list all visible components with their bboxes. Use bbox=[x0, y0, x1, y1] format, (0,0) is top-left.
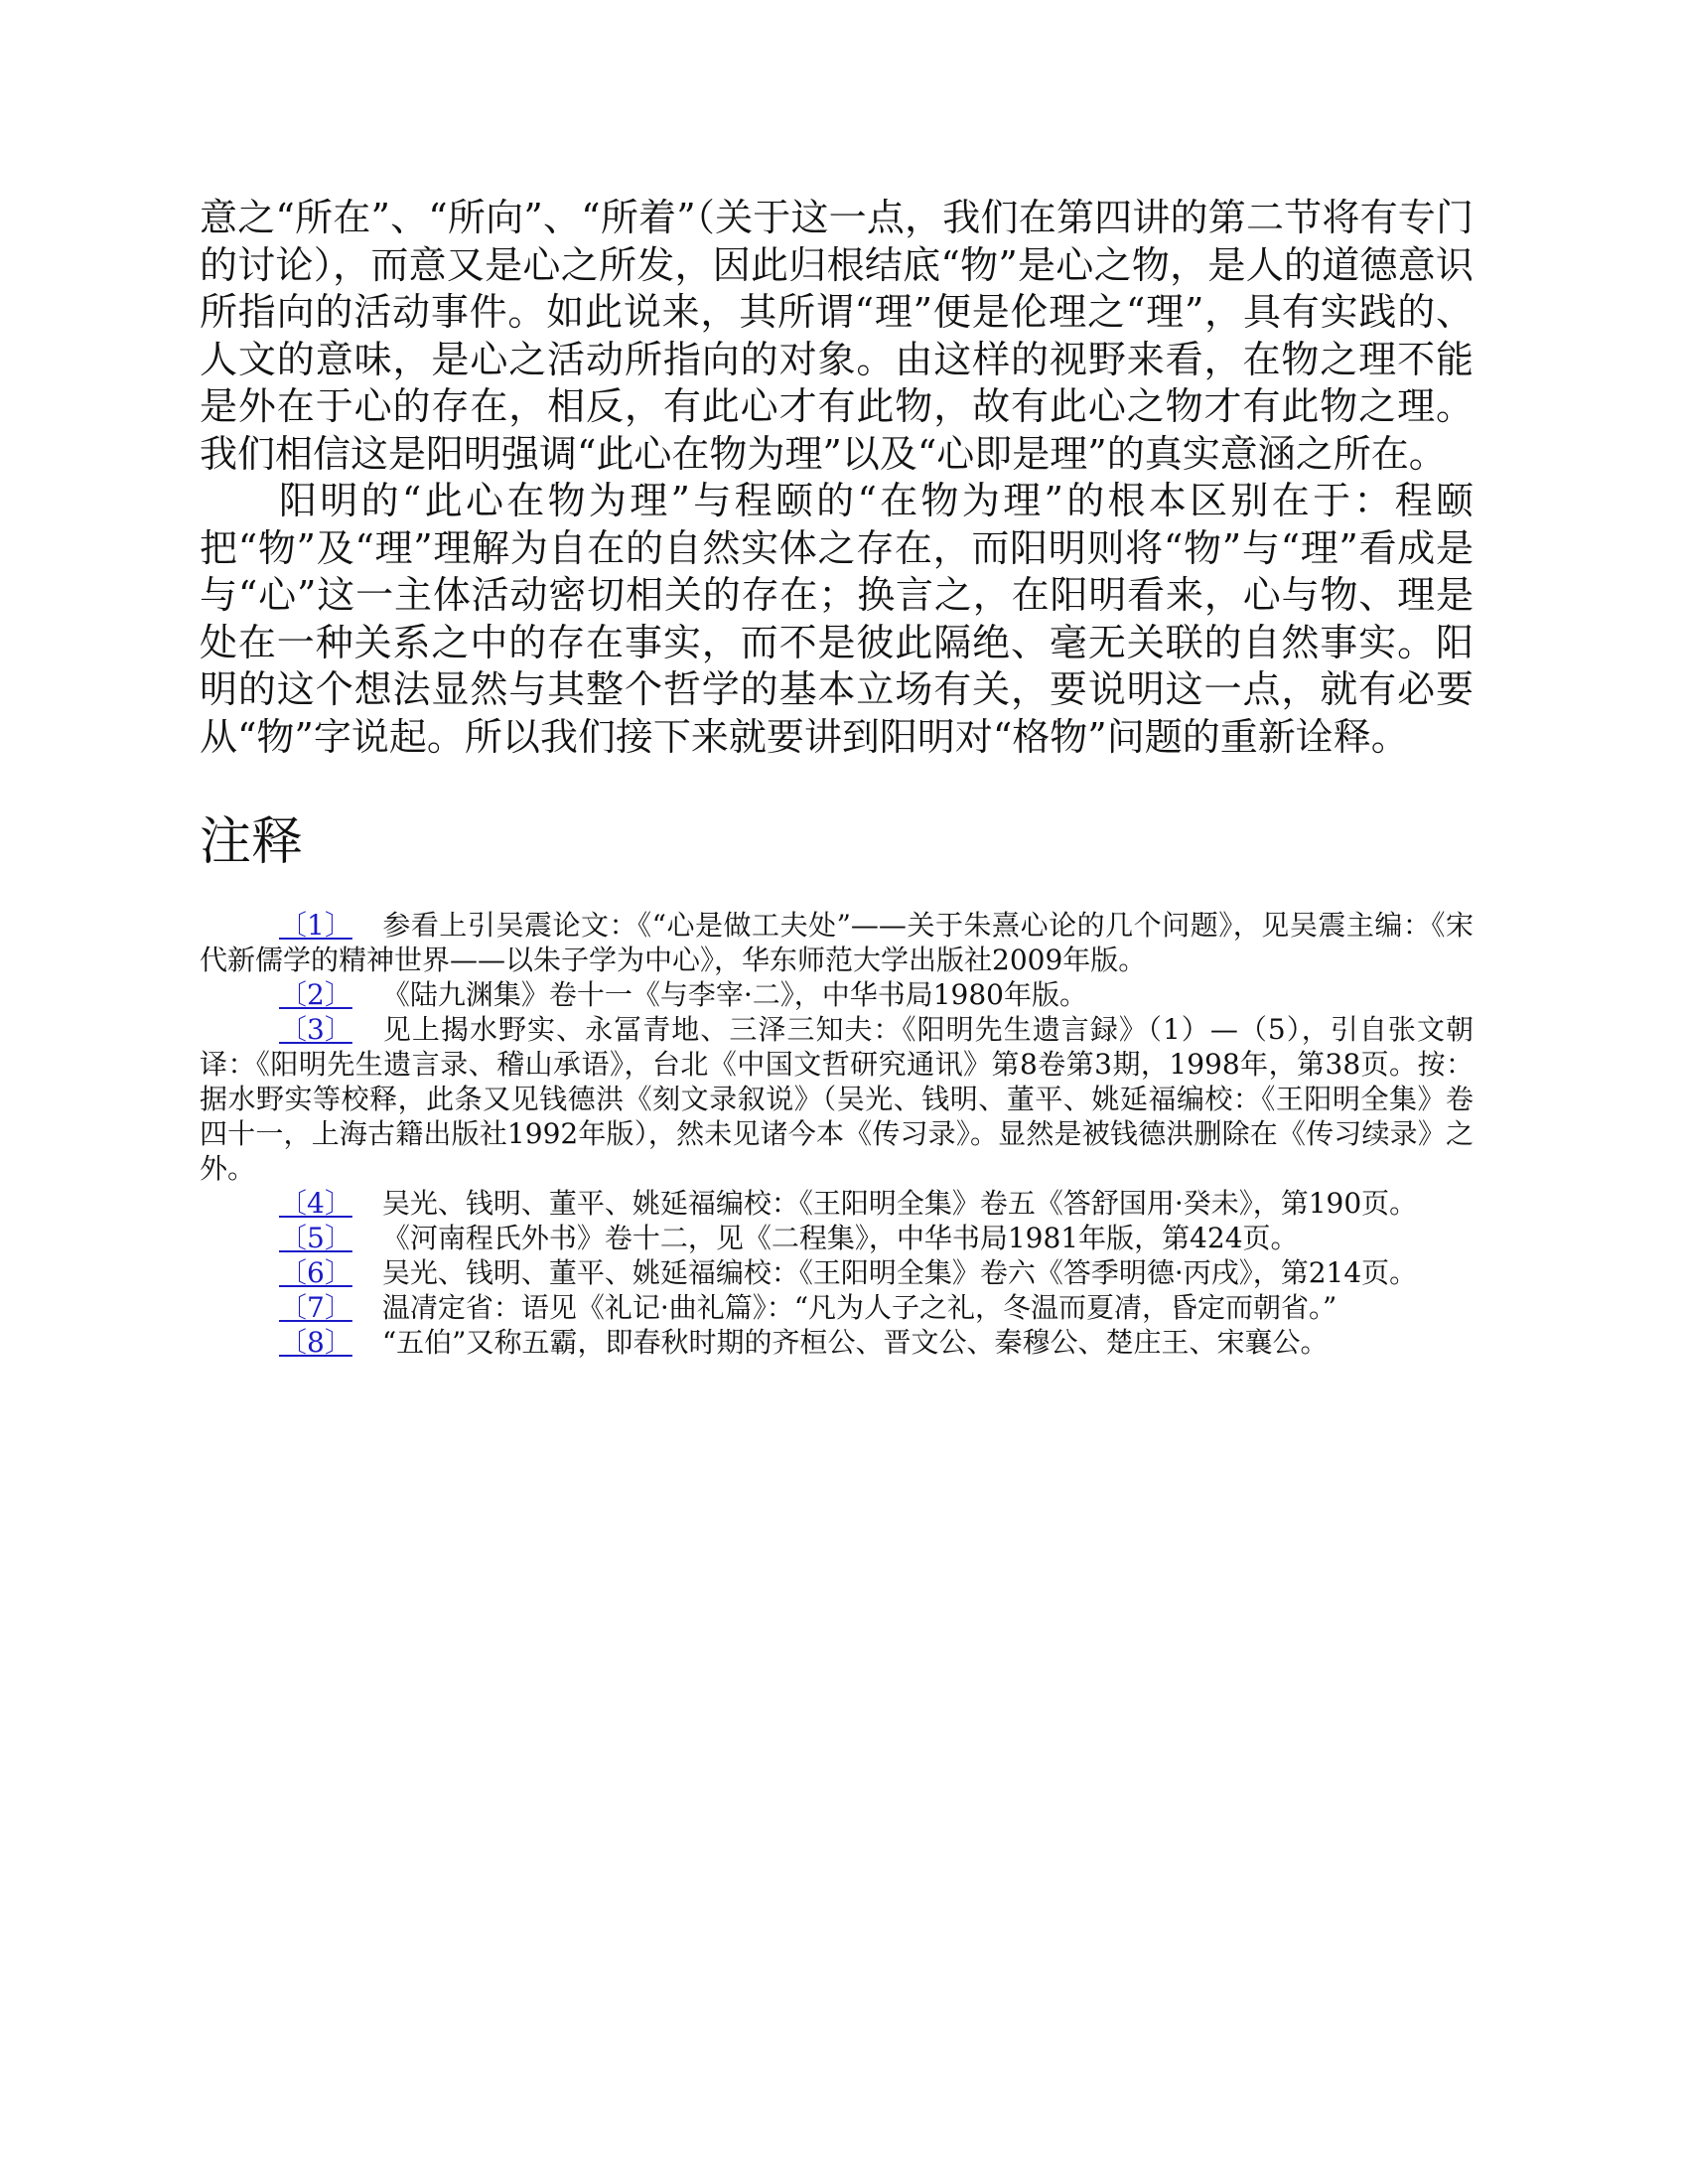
note-text-5: 《河南程氏外书》卷十二，见《二程集》，中华书局1981年版，第424页。 bbox=[381, 1222, 1299, 1254]
note-text-2: 《陆九渊集》卷十一《与李宰·二》，中华书局1980年版。 bbox=[381, 978, 1087, 1011]
notes-list bbox=[200, 908, 1474, 1360]
note-item-7 bbox=[200, 1290, 1474, 1325]
note-ref-link-2[interactable]: 〔2〕 bbox=[279, 978, 352, 1011]
note-ref-link-3[interactable]: 〔3〕 bbox=[279, 1013, 352, 1046]
body-paragraph-2: 阳明的“此心在物为理”与程颐的“在物为理”的根本区别在于：程颐把“物”及“理”理解为自在的自然实体之存在，而阳明则将“物”与“理”看成是与“心”这一主体活动密切相关的存在；换言之，在阳明看来，心与物、理是处在一种关系之中的存在事实，而不是彼此隔绝、毫无关联的自然事实。阳明的这个想法显然与其整个哲学的基本立场有关，要说明这一点，就有必要从“物”字说起。所以我们接下来就要讲到阳明对“格物”问题的重新诠释。 bbox=[200, 479, 1474, 759]
note-text-7: 温凊定省：语见《礼记·曲礼篇》：“凡为人子之礼，冬温而夏凊，昏定而朝省。” bbox=[381, 1291, 1337, 1324]
note-ref-link-8[interactable]: 〔8〕 bbox=[279, 1326, 352, 1359]
note-ref-link-5[interactable]: 〔5〕 bbox=[279, 1222, 352, 1254]
note-ref-link-4[interactable]: 〔4〕 bbox=[279, 1187, 352, 1220]
note-item-2 bbox=[200, 977, 1474, 1012]
note-item-6 bbox=[200, 1255, 1474, 1290]
note-item-5 bbox=[200, 1221, 1474, 1255]
note-text-6: 吴光、钱明、董平、姚延福编校：《王阳明全集》卷六《答季明德·丙戌》，第214页。 bbox=[381, 1256, 1418, 1289]
note-item-3 bbox=[200, 1012, 1474, 1186]
note-text-4: 吴光、钱明、董平、姚延福编校：《王阳明全集》卷五《答舒国用·癸未》，第190页。 bbox=[381, 1187, 1418, 1220]
note-item-1 bbox=[200, 908, 1474, 977]
note-text-3: 见上揭水野实、永冨青地、三泽三知夫：《阳明先生遗言録》（1）—（5），引自张文朝译：《阳明先生遗言录、稽山承语》，台北《中国文哲研究通讯》第8卷第3期，1998年，第38页。按：据水野实等校释，此条又见钱德洪《刻文录叙说》（吴光、钱明、董平、姚延福编校：《王阳明全集》卷四十一，上海古籍出版社1992年版），然未见诸今本《传习录》。显然是被钱德洪删除在《传习续录》之外。 bbox=[200, 1013, 1474, 1185]
page-content bbox=[200, 195, 1474, 1360]
notes-heading: 注释 bbox=[200, 812, 304, 872]
note-ref-link-7[interactable]: 〔7〕 bbox=[279, 1291, 352, 1324]
note-item-8 bbox=[200, 1325, 1474, 1360]
note-text-8: “五伯”又称五霸，即春秋时期的齐桓公、晋文公、秦穆公、楚庄王、宋襄公。 bbox=[381, 1326, 1329, 1359]
note-ref-link-6[interactable]: 〔6〕 bbox=[279, 1256, 352, 1289]
note-ref-link-1[interactable]: 〔1〕 bbox=[279, 909, 352, 942]
note-text-1: 参看上引吴震论文：《“心是做工夫处”——关于朱熹心论的几个问题》，见吴震主编：《宋代新儒学的精神世界——以朱子学为中心》，华东师范大学出版社2009年版。 bbox=[200, 909, 1474, 976]
note-item-4 bbox=[200, 1186, 1474, 1221]
body-paragraph-1: 意之“所在”、“所向”、“所着”（关于这一点，我们在第四讲的第二节将有专门的讨论），而意又是心之所发，因此归根结底“物”是心之物，是人的道德意识所指向的活动事件。如此说来，其所谓“理”便是伦理之“理”，具有实践的、人文的意味，是心之活动所指向的对象。由这样的视野来看，在物之理不能是外在于心的存在，相反，有此心才有此物，故有此心之物才有此物之理。我们相信这是阳明强调“此心在物为理”以及“心即是理”的真实意涵之所在。 bbox=[200, 196, 1474, 476]
